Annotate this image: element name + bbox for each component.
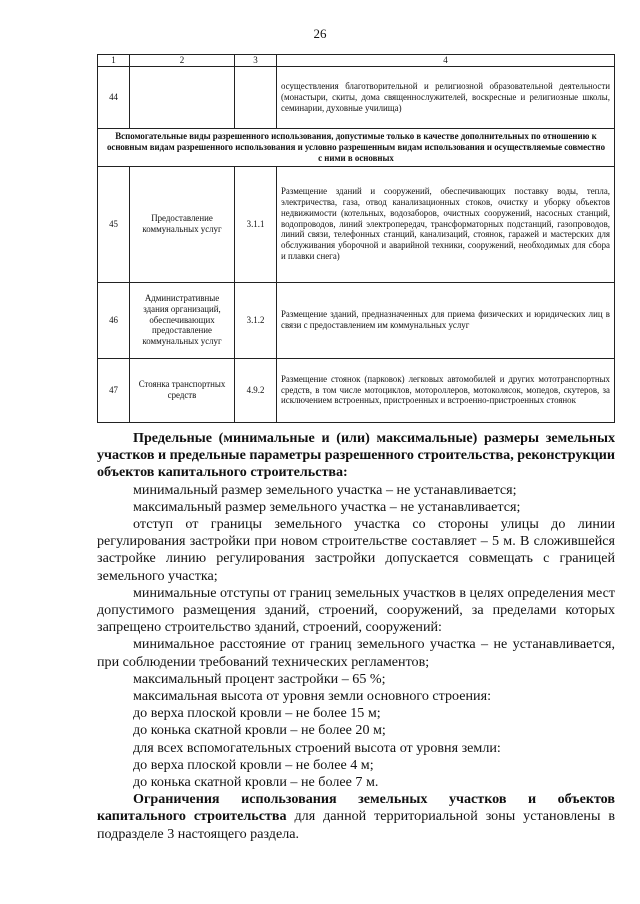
use-type-code: 4.9.2	[235, 358, 277, 422]
table-section-subheader	[98, 128, 615, 166]
paragraph: до конька скатной кровли – не более 20 м;	[133, 722, 386, 739]
page-number: 26	[313, 26, 327, 41]
paragraph: максимальный процент застройки – 65 %;	[133, 670, 386, 687]
paragraph: максимальная высота от уровня земли основного строения:	[133, 688, 491, 705]
restrictions-bold-lead: Ограничения использования земельных участков и объектов капитального строительства	[97, 791, 615, 825]
table-row	[98, 282, 615, 358]
table-header-cell: 1	[98, 55, 130, 67]
row-number: 44	[98, 66, 130, 128]
row-number: 45	[98, 166, 130, 282]
paragraph: для всех вспомогательных строений высота от уровня земли:	[133, 739, 501, 756]
paragraph: отступ от границы земельного участка со стороны улицы до линии регулирования застройки при новом строительстве составляет – 5 м. В сложившейся застройке линию регулирования застройки допускается совмещать с границей земельного участка;	[97, 516, 615, 584]
table-header-cell: 4	[277, 55, 615, 67]
paragraph: минимальный размер земельного участка – не устанавливается;	[133, 481, 517, 498]
paragraph: до верха плоской кровли – не более 15 м;	[133, 705, 381, 722]
use-type-name: Административные здания организаций, обеспечивающих предоставление коммунальных услуг	[130, 282, 235, 358]
use-type-description: Размещение зданий и сооружений, обеспечивающих поставку воды, тепла, электричества, газа, отвод канализационных стоков, очистку и уборку объектов недвижимости (котельных, водозаборов, очистных сооружений, насосных станций, водопроводов, линий электропередач, трансформаторных подстанций, газопроводов, линий связи, телефонных станций, канализаций, стоянок, гаражей и мастерских для обслуживания уборочной и аварийной техники, сооружений, необходимых для сбора и плавки снега)	[277, 166, 615, 282]
paragraph: минимальное расстояние от границ земельного участка – не устанавливается, при соблюдении требований технических регламентов;	[97, 636, 615, 670]
paragraph: до конька скатной кровли – не более 7 м.	[133, 774, 379, 791]
use-type-name: Предоставление коммунальных услуг	[130, 166, 235, 282]
table-header-cell: 3	[235, 55, 277, 67]
use-type-code: 3.1.1	[235, 166, 277, 282]
use-type-description: Размещение стоянок (парковок) легковых автомобилей и других мототранспортных средств, в том числе мотоциклов, мотороллеров, мотоколясок, мопедов, скутеров, за исключением встроенных, пристроенных и встроенно-пристроенных стоянок	[277, 358, 615, 422]
subheader-text: Вспомогательные виды разрешенного использования, допустимые только в качестве дополнительных по отношению к основным видам разрешенного использования и условно разрешенным видам использования и осуществляемые совместно с ними в основных	[98, 128, 615, 166]
section-heading: Предельные (минимальные и (или) максимальные) размеры земельных участков и предельные параметры разрешенного строительства, реконструкции объектов капитального строительства:	[97, 430, 615, 481]
permitted-use-table	[97, 54, 615, 423]
use-type-name: Стоянка транспортных средств	[130, 358, 235, 422]
zone-parameters-text	[97, 430, 615, 843]
restrictions-paragraph	[97, 791, 615, 843]
row-number: 47	[98, 358, 130, 422]
use-type-name	[130, 66, 235, 128]
paragraph: до верха плоской кровли – не более 4 м;	[133, 756, 374, 773]
restrictions-rest: для данной территориальной зоны установлены в подразделе 3 настоящего раздела.	[97, 808, 615, 842]
use-type-code: 3.1.2	[235, 282, 277, 358]
paragraph: минимальные отступы от границ земельных участков в целях определения мест допустимого размещения зданий, строений, сооружений, за пределами которых запрещено строительство зданий, строений, сооружений:	[97, 584, 615, 636]
use-type-description: Размещение зданий, предназначенных для приема физических и юридических лиц в связи с предоставлением им коммунальных услуг	[277, 282, 615, 358]
table-row	[98, 166, 615, 282]
paragraph: максимальный размер земельного участка – не устанавливается;	[133, 498, 521, 515]
table-header-row	[98, 55, 615, 67]
use-type-code	[235, 66, 277, 128]
table-header-cell: 2	[130, 55, 235, 67]
use-type-description: осуществления благотворительной и религиозной образовательной деятельности (монастыри, скиты, дома священнослужителей, воскресные и религиозные школы, семинарии, духовные училища)	[277, 66, 615, 128]
table-row	[98, 66, 615, 128]
row-number: 46	[98, 282, 130, 358]
table-row	[98, 358, 615, 422]
